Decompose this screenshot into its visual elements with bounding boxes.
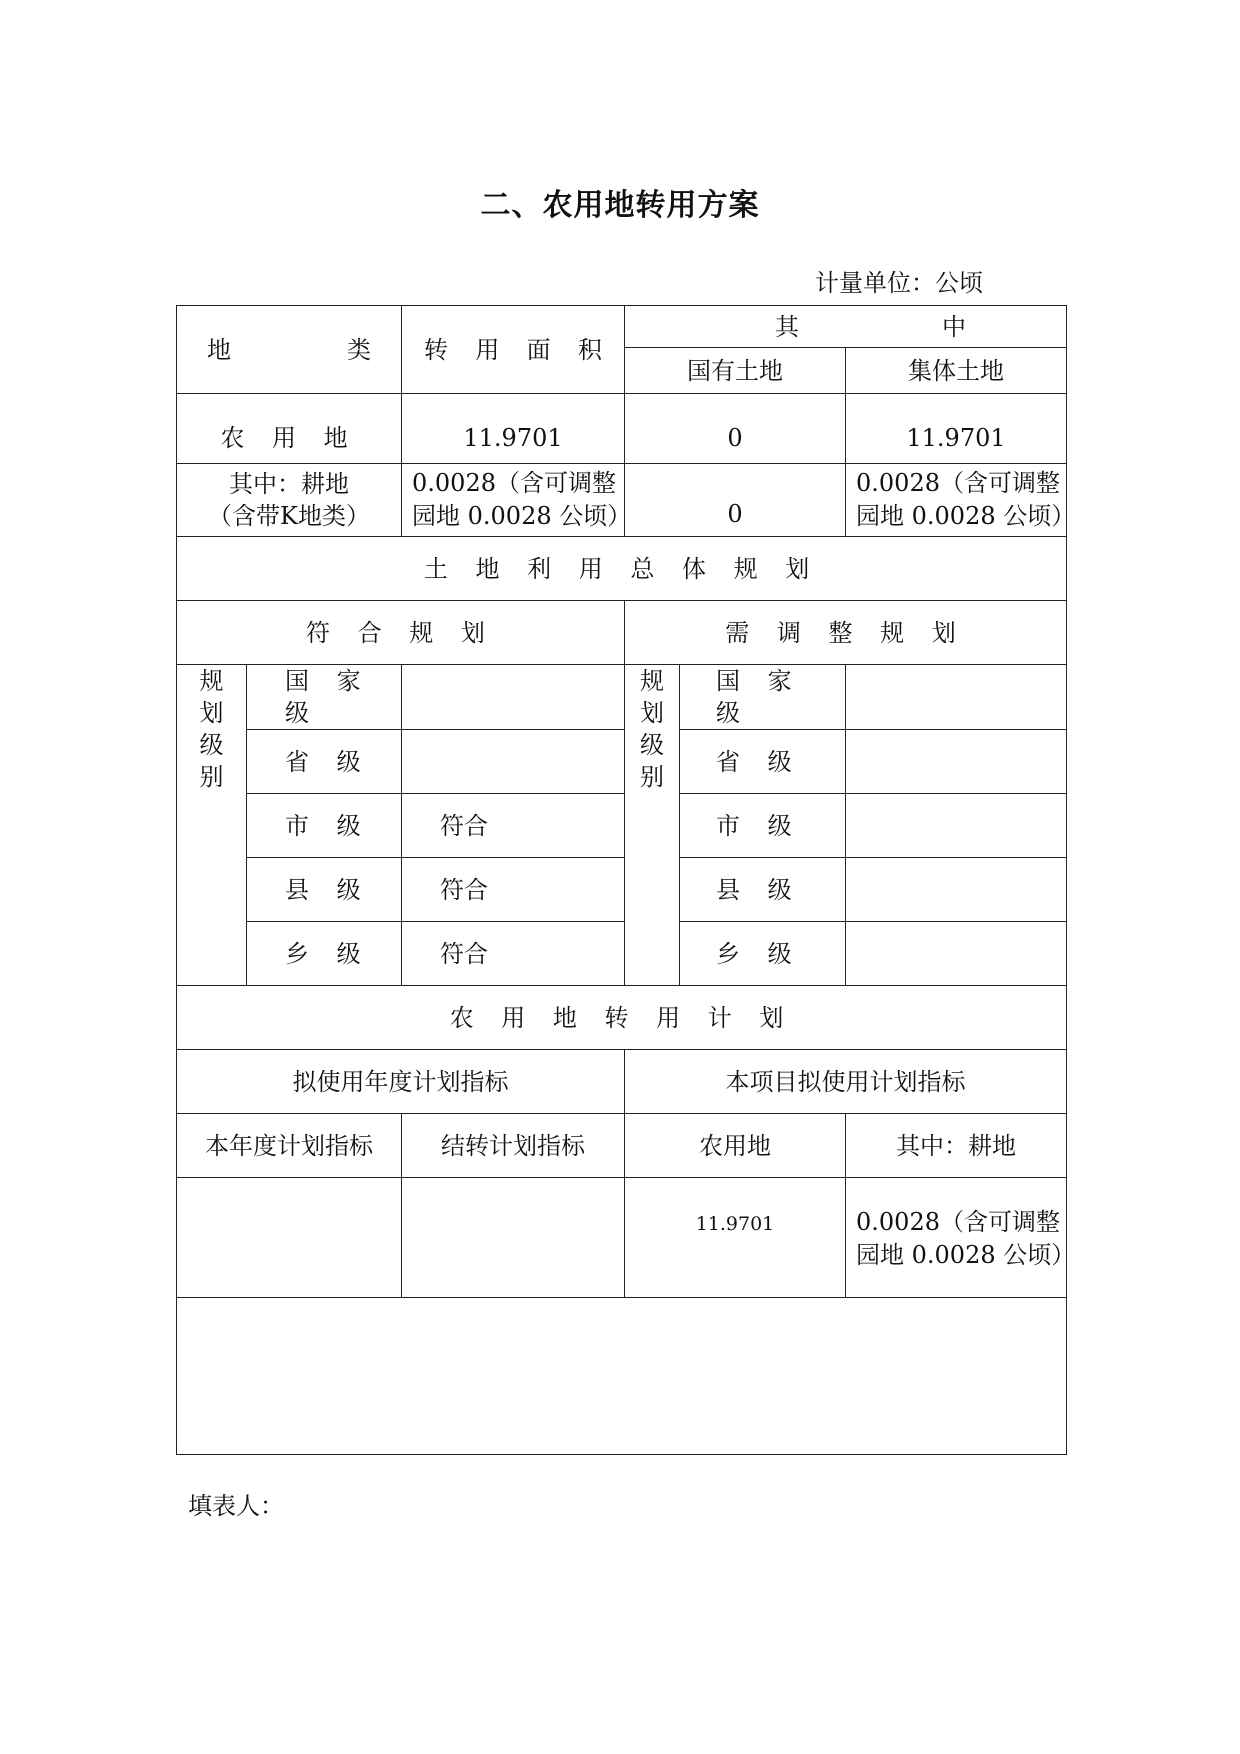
adjust-level-header: 规 划 级 别 [625,665,680,986]
farmland-collective: 11.9701 [846,394,1067,464]
unit-label: 计量单位：公顷 [815,269,983,297]
farmland-area: 11.9701 [402,394,625,464]
this-year-value [177,1178,402,1298]
cultivated-state: 0 [625,464,846,537]
adjust-title: 需 调 整 规 划 [625,601,1067,665]
cultivated-area: 0.0028（含可调整 园地 0.0028 公顷） [402,464,625,537]
planning-section-title: 土 地 利 用 总 体 规 划 [177,537,1067,601]
adjust-value-provincial [846,730,1067,794]
conversion-plan-table [176,305,1076,1455]
cultivated-collective: 0.0028（含可调整 园地 0.0028 公顷） [846,464,1067,537]
adjust-level-national: 国 家 级 [680,665,846,730]
cultivated-label: 其中：耕地 （含带K地类） [177,464,402,537]
of-which-header: 其 中 [625,306,1067,348]
conform-value-national [402,665,625,730]
conform-level-city: 市 级 [247,794,402,858]
conversion-plan-title: 农 用 地 转 用 计 划 [177,986,1067,1050]
area-header: 转 用 面 积 [402,306,625,394]
adjust-value-national [846,665,1067,730]
conform-value-county: 符合 [402,858,625,922]
conform-level-header: 规 划 级 别 [177,665,247,986]
cultivated-plan-header: 其中：耕地 [846,1114,1067,1178]
adjust-level-county: 县 级 [680,858,846,922]
carried-over-header: 结转计划指标 [402,1114,625,1178]
project-plan-title: 本项目拟使用计划指标 [625,1050,1067,1114]
state-land-header: 国有土地 [625,348,846,394]
farmland-label: 农 用 地 [177,394,402,464]
farmland-plan-header: 农用地 [625,1114,846,1178]
remarks-cell [177,1298,1067,1455]
conform-title: 符 合 规 划 [177,601,625,665]
adjust-value-city [846,794,1067,858]
land-type-header: 地 类 [177,306,402,394]
adjust-level-provincial: 省 级 [680,730,846,794]
conform-level-national: 国 家 级 [247,665,402,730]
conform-level-provincial: 省 级 [247,730,402,794]
document-title: 二、农用地转用方案 [480,188,760,223]
conform-value-city: 符合 [402,794,625,858]
collective-land-header: 集体土地 [846,348,1067,394]
farmland-state: 0 [625,394,846,464]
adjust-value-township [846,922,1067,986]
conform-value-provincial [402,730,625,794]
conform-value-township: 符合 [402,922,625,986]
conform-level-county: 县 级 [247,858,402,922]
conform-level-township: 乡 级 [247,922,402,986]
filler-label: 填表人： [188,1492,284,1520]
annual-plan-title: 拟使用年度计划指标 [177,1050,625,1114]
this-year-header: 本年度计划指标 [177,1114,402,1178]
carried-over-value [402,1178,625,1298]
farmland-plan-value: 11.9701 [625,1178,846,1298]
adjust-value-county [846,858,1067,922]
cultivated-plan-value: 0.0028（含可调整 园地 0.0028 公顷） [846,1178,1067,1298]
adjust-level-township: 乡 级 [680,922,846,986]
adjust-level-city: 市 级 [680,794,846,858]
